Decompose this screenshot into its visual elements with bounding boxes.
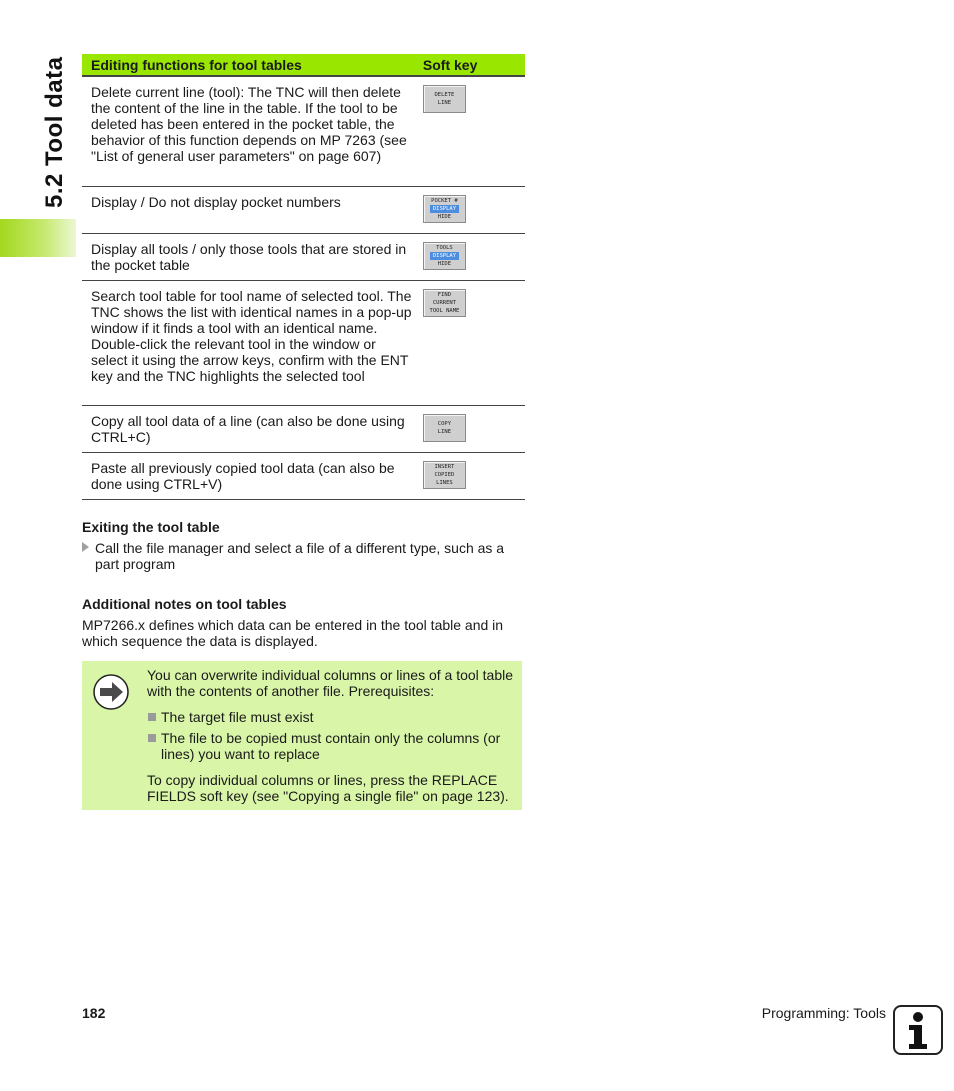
row-description: Display all tools / only those tools that are stored in the pocket table [82,233,421,280]
header-softkey: Soft key [421,54,525,76]
find-current-tool-name-softkey[interactable]: FIND CURRENT TOOL NAME [423,289,466,317]
row-description: Paste all previously copied tool data (can also be done using CTRL+V) [82,452,421,499]
row-description: Copy all tool data of a line (can also be done using CTRL+C) [82,405,421,452]
page-number: 182 [82,1005,106,1021]
square-bullet-icon [148,734,156,742]
notes-heading: Additional notes on tool tables [82,596,287,612]
list-item: The target file must exist [147,709,517,725]
list-item: The file to be copied must contain only the columns (or lines) you want to replace [147,730,517,762]
square-bullet-icon [148,713,156,721]
chapter-name: Programming: Tools [761,1005,886,1021]
row-description: Display / Do not display pocket numbers [82,186,421,233]
table-row [82,76,525,186]
section-title: 5.2 Tool data [41,56,68,208]
insert-copied-lines-softkey[interactable]: INSERT COPIED LINES [423,461,466,489]
delete-line-softkey[interactable]: DELETE LINE [423,85,466,113]
copy-line-softkey[interactable]: COPY LINE [423,414,466,442]
exiting-heading: Exiting the tool table [82,519,220,535]
table-row [82,452,525,499]
notes-text: MP7266.x defines which data can be entered in the tool table and in which sequence the data is displayed. [82,617,504,649]
bullet-arrow-icon [82,542,89,552]
table-row [82,233,525,280]
table-row [82,405,525,452]
row-description: Delete current line (tool): The TNC will then delete the content of the line in the table. If the tool to be deleted has been entered in the pocket table, the behavior of this function depends on MP 7263 (see "List of general user parameters" on page 607) [82,76,421,186]
table-row [82,280,525,405]
info-icon [893,1005,943,1055]
row-description: Search tool table for tool name of selected tool. The TNC shows the list with identical names in a pop-up window if it finds a tool with an identical name. Double-click the relevant tool in the window or select it using the arrow keys, confirm with the ENT key and the TNC highlights the selected tool [82,280,421,405]
pocket-display-hide-softkey[interactable]: POCKET # DISPLAY HIDE [423,195,466,223]
editing-functions-table [82,54,525,500]
table-row [82,186,525,233]
note-box [82,661,522,810]
header-description: Editing functions for tool tables [82,54,421,76]
note-list [147,709,517,762]
exiting-step: Call the file manager and select a file of a different type, such as a part program [95,540,505,572]
section-tab-marker [0,219,76,257]
note-outro: To copy individual columns or lines, press the REPLACE FIELDS soft key (see "Copying a single file" on page 123). [147,772,509,804]
section-side-title [0,0,76,215]
table-header-row [82,54,525,76]
note-intro: You can overwrite individual columns or lines of a tool table with the contents of another file. Prerequisites: [147,667,514,699]
tools-display-hide-softkey[interactable]: TOOLS DISPLAY HIDE [423,242,466,270]
arrow-right-icon [92,673,130,711]
